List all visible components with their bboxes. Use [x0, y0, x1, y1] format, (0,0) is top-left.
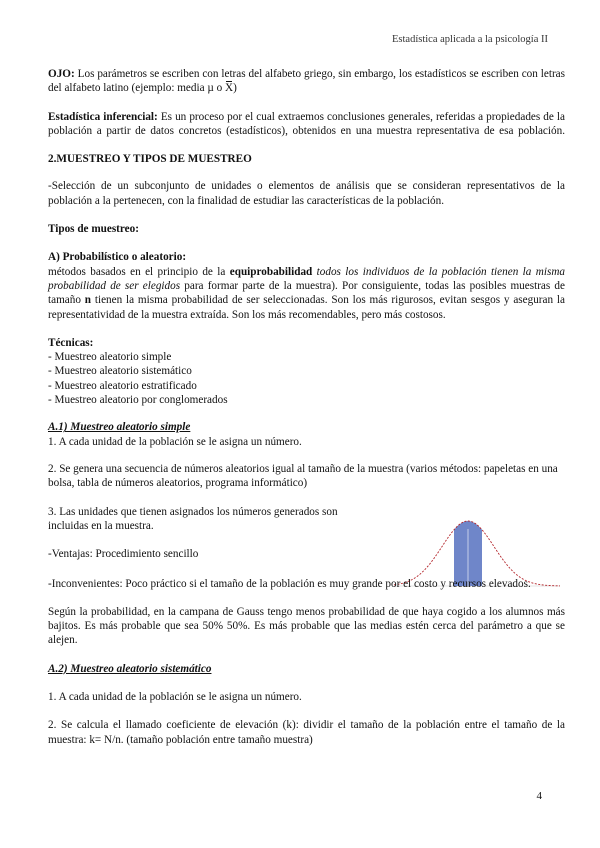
a1-step2: 2. Se genera una secuencia de números aleatorios igual al tamaño de la muestra (varios métodos: papeletas en una bolsa, tabla de números aleatorios, programa informático): [48, 462, 558, 490]
xbar-symbol: X: [225, 82, 234, 95]
inferencial-label: Estadística inferencial:: [48, 110, 158, 123]
a1-step3: 3. Las unidades que tienen asignados los números generados son incluidas en la muestra.: [48, 505, 338, 532]
gauss-note: Según la probabilidad, en la campana de Gauss tengo menos probabilidad de que haya cogido a los alumnos más bajitos. Es más probable que sea 50% 50%. Es más probable que las medias estén cerca del parámetro a que se alejen.: [48, 605, 565, 647]
muestreo-definition: -Selección de un subconjunto de unidades o elementos de análisis que se consideran representativos de la población a la pertenecen, con la finalidad de estudiar las características de la población.: [48, 180, 565, 207]
a1-ventajas: -Ventajas: Procedimiento sencillo: [48, 548, 199, 561]
page-content: [48, 67, 565, 747]
inferencial-paragraph: [48, 110, 565, 139]
tecnica-item: - Muestreo aleatorio simple: [48, 351, 172, 364]
a1-heading: A.1) Muestreo aleatorio simple: [48, 421, 191, 434]
tecnica-item: - Muestreo aleatorio estratificado: [48, 379, 197, 392]
a2-heading: A.2) Muestreo aleatorio sistemático: [48, 662, 212, 675]
a2-step2: 2. Se calcula el llamado coeficiente de elevación (k): dividir el tamaño de la población entre el tamaño de la muestra: k= N/n. (tamaño población entre tamaño muestra): [48, 719, 565, 746]
tecnica-item: - Muestreo aleatorio por conglomerados: [48, 394, 228, 407]
ojo-text-before: Los parámetros se escriben con letras del alfabeto griego, sin embargo, los estadísticos se escriben con letras del alfabeto latino (ejemplo: media µ o: [48, 68, 565, 95]
equiprobabilidad-definition: todos los individuos de la población tienen la misma probabilidad de ser elegidos: [48, 265, 565, 292]
tecnicas-heading: Técnicas:: [48, 336, 94, 349]
page-number: 4: [536, 790, 542, 802]
tipos-heading: Tipos de muestreo:: [48, 223, 139, 236]
equiprobabilidad-term: equiprobabilidad: [229, 265, 313, 278]
section2-heading: 2.MUESTREO Y TIPOS DE MUESTREO: [48, 153, 252, 166]
a1-inconvenientes: -Inconvenientes: Poco práctico si el tamaño de la población es muy grande por el costo y recursos elevados.: [48, 577, 531, 590]
running-header: Estadística aplicada a la psicología II: [392, 34, 548, 45]
ojo-paragraph: [48, 67, 565, 96]
ojo-label: OJO:: [48, 68, 75, 80]
a1-left-column: [48, 505, 378, 562]
tecnica-item: - Muestreo aleatorio sistemático: [48, 365, 192, 378]
probabilistico-heading: A) Probabilístico o aleatorio:: [48, 251, 187, 264]
n-symbol: n: [84, 294, 92, 307]
inferencial-text: Es un proceso por el cual extraemos conclusiones generales, referidas a propiedades de la población a partir de datos concretos (estadísticos), obtenidos en una muestra representativa de esa población.: [48, 110, 565, 137]
probabilistico-paragraph: métodos basados en el principio de la equiprobabilidad todos los individuos de la población tienen la misma probabilidad de ser elegidos para formar parte de la muestra). Por consiguiente, todas las posibles muestras de tamaño n tienen la misma probabilidad de ser seleccionadas. Son los más rigurosos, evitan sesgos y aseguran la representatividad de la muestra extraída. Son los más recomendables, pero más costosos.: [48, 265, 565, 321]
ojo-text-after: ): [233, 82, 237, 95]
a1-step1: 1. A cada unidad de la población se le asigna un número.: [48, 435, 302, 448]
a2-step1: 1. A cada unidad de la población se le asigna un número.: [48, 691, 302, 704]
